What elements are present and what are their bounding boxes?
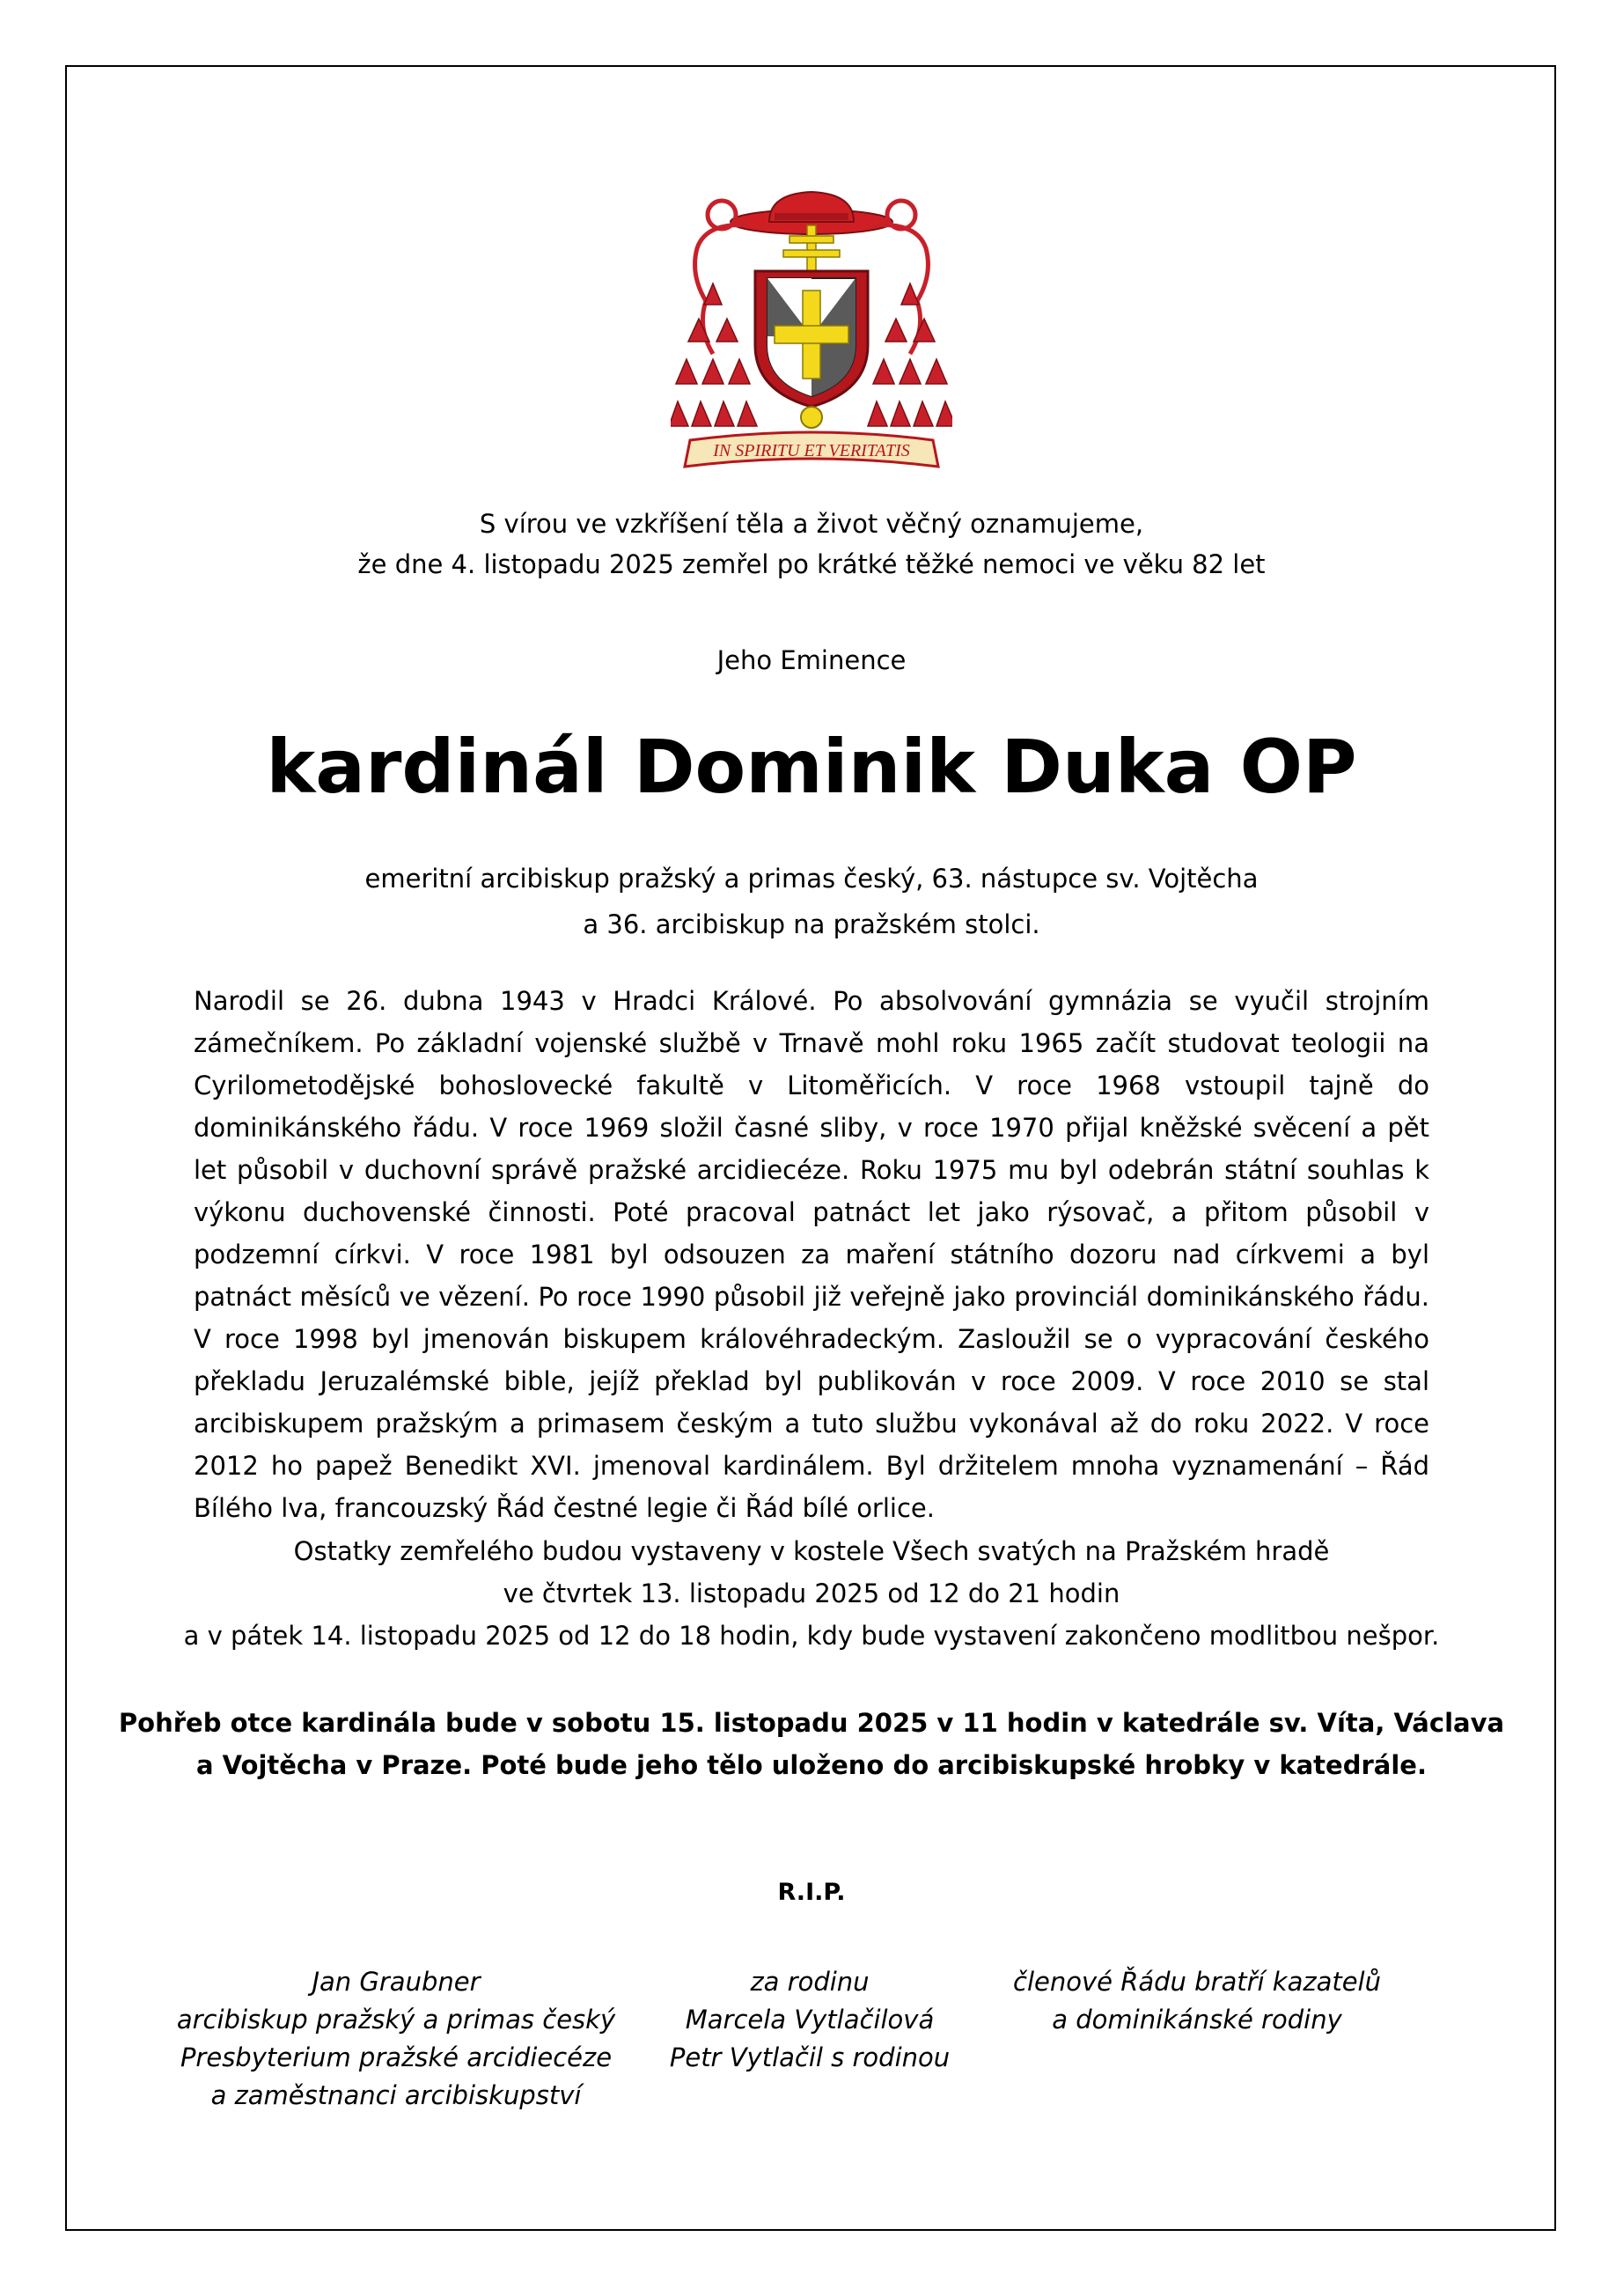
funeral-info — [88, 1702, 1535, 1786]
lying-line-2: ve čtvrtek 13. listopadu 2025 od 12 do 21 hodin — [503, 1578, 1120, 1608]
biography-text: Narodil se 26. dubna 1943 v Hradci Králové. Po absolvování gymnázia se vyučil strojním zámečníkem. Po základní vojenské službě v Trnavě mohl roku 1965 začít studovat teologii na Cyrilometodějské bohoslovecké fakultě v Litoměřicích. V roce 1968 vstoupil tajně do dominikánského řádu. V roce 1969 složil časné sliby, v roce 1970 přijal kněžské svěcení a pět let působil v duchovní správě pražské arcidiecéze. Roku 1975 mu byl odebrán státní souhlas k výkonu duchovenské činnosti. Poté pracoval patnáct let jako rýsovač, a přitom působil v podzemní církvi. V roce 1981 byl odsouzen za maření státního dozoru nad církvemi a byl patnáct měsíců ve vězení. Po roce 1990 působil již veřejně jako provinciál dominikánského řádu. V roce 1998 byl jmenován biskupem královéhradeckým. Zasloužil se o vypracování českého překladu Jeruzalémské bible, jejíž překlad byl publikován v roce 2009. V roce 2010 se stal arcibiskupem pražským a primasem českým a tuto službu vykonával až do roku 2022. V roce 2012 ho papež Benedikt XVI. jmenoval kardinálem. Byl držitelem mnoha vyznamenání – Řád Bílého lva, francouzský Řád čestné legie či Řád bílé orlice. — [194, 986, 1429, 1523]
signature-dominicans — [995, 1963, 1399, 2039]
announcement-intro — [88, 504, 1535, 585]
deceased-titles — [88, 856, 1535, 947]
lying-line-3: a v pátek 14. listopadu 2025 od 12 do 18 hodin, kdy bude vystavení zakončeno modlitbou nešpor. — [183, 1621, 1440, 1651]
intro-line-1: S vírou ve vzkříšení těla a život věčný oznamujeme, — [479, 509, 1144, 539]
signature-line: arcibiskup pražský a primas český — [176, 2005, 616, 2035]
lying-in-state — [88, 1530, 1535, 1657]
signature-line: Jan Graubner — [312, 1967, 481, 1997]
funeral-line-1: Pohřeb otce kardinála bude v sobotu 15. listopadu 2025 v 11 hodin v katedrále sv. Víta, Václava — [118, 1708, 1505, 1738]
signature-archdiocese — [167, 1963, 625, 2115]
signature-line: členové Řádu bratří kazatelů — [1013, 1967, 1381, 1997]
signature-line: Petr Vytlačil s rodinou — [669, 2042, 951, 2072]
signature-line: za rodinu — [750, 1967, 870, 1997]
rip: R.I.P. — [777, 1879, 846, 1906]
signature-line: Marcela Vytlačilová — [685, 2005, 935, 2035]
deceased-name: kardinál Dominik Duka OP — [266, 724, 1357, 810]
titles-line-1: emeritní arcibiskup pražský a primas český, 63. nástupce sv. Vojtěcha — [364, 864, 1259, 894]
signature-line: a zaměstnanci arcibiskupství — [210, 2080, 582, 2110]
signature-family — [634, 1963, 986, 2077]
biography — [194, 980, 1429, 1529]
crest-motto: IN SPIRITU ET VERITATIS — [713, 441, 910, 460]
eminence-label: Jeho Eminence — [716, 645, 907, 675]
intro-line-2: že dne 4. listopadu 2025 zemřel po krátké těžké nemoci ve věku 82 let — [357, 549, 1266, 579]
funeral-line-2: a Vojtěcha v Praze. Poté bude jeho tělo uloženo do arcibiskupské hrobky v katedrále. — [196, 1750, 1427, 1780]
coat-of-arms — [671, 187, 952, 477]
signature-line: a dominikánské rodiny — [1052, 2005, 1342, 2035]
titles-line-2: a 36. arcibiskup na pražském stolci. — [583, 909, 1040, 939]
signature-line: Presbyterium pražské arcidiecéze — [180, 2042, 613, 2072]
lying-line-1: Ostatky zemřelého budou vystaveny v kostele Všech svatých na Pražském hradě — [293, 1536, 1330, 1566]
